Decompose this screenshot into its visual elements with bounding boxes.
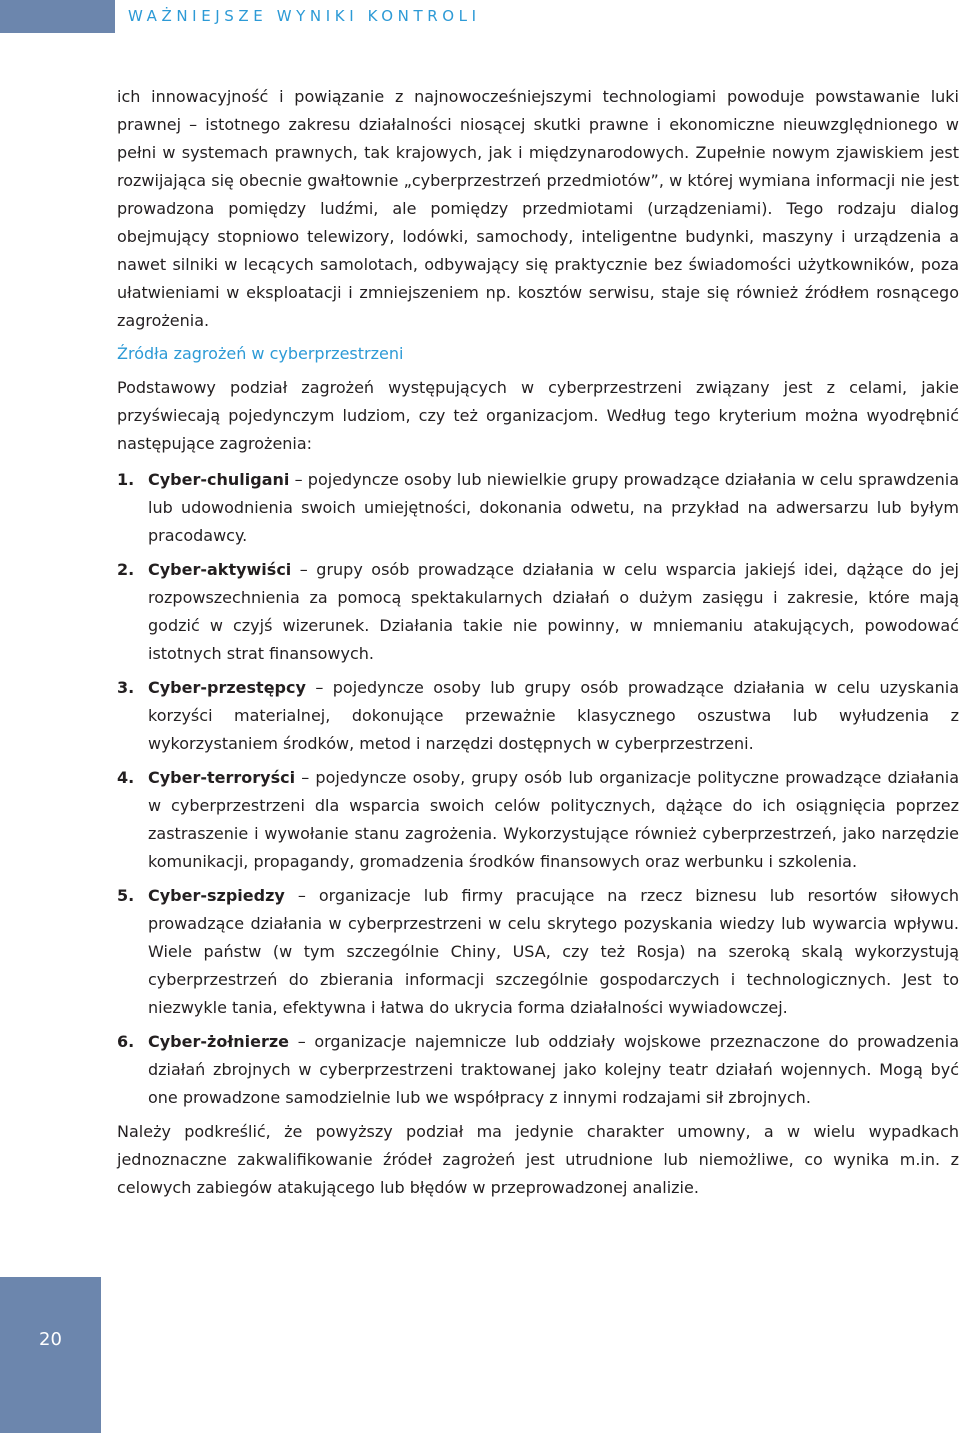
section-subheading: Źródła zagrożeń w cyberprzestrzeni — [117, 344, 404, 363]
list-item-term: Cyber-przestępcy — [148, 678, 306, 697]
list-item-description: – organizacje lub firmy pracujące na rzecz biznesu lub resortów siłowych prowadzące działania w cyberprzestrzeni w celu skrytego pozyskania wiedzy lub wywarcia wpływu. Wiele państw (w tym szczególnie Chiny, USA, czy też Rosja) na szeroką skalą wykorzystują cyberprzestrzeń do zbierania informacji szczególnie gospodarczych i technologicznych. Jest to niezwykle tania, efektywna i łatwa do ukrycia forma działalności wywiadowczej. — [148, 886, 959, 1017]
list-item-description: – pojedyncze osoby, grupy osób lub organizacje polityczne prowadzące działania w cyberprzestrzeni dla wsparcia swoich celów politycznych, dążące do ich osiągnięcia poprzez zastraszenie i wywołanie stanu zagrożenia. Wykorzystujące również cyberprzestrzeń, jako narzędzie komunikacji, propagandy, gromadzenia środków finansowych oraz werbunku i szkolenia. — [148, 768, 959, 871]
list-item-number: 1. — [117, 470, 135, 489]
list-item — [117, 466, 959, 550]
conclusion-paragraph: Należy podkreślić, że powyższy podział ma jedynie charakter umowny, a w wielu wypadkach jednoznaczne zakwalifikowanie źródeł zagrożeń jest utrudnione lub niemożliwe, co wynika m.in. z celowych zabiegów atakującego lub błędów w przeprowadzonej analizie. — [117, 1122, 959, 1197]
list-item-description: – grupy osób prowadzące działania w celu wsparcia jakiejś idei, dążące do jej rozpowszechnienia za pomocą spektakularnych działań o dużym zasięgu i zakresie, które mają godzić w czyjś wizerunek. Działania takie nie powinny, w mniemaniu atakujących, powodować istotnych strat finansowych. — [148, 560, 959, 663]
header-color-bar — [0, 0, 115, 33]
list-item — [117, 674, 959, 758]
threat-list — [117, 466, 959, 1112]
list-item-number: 4. — [117, 768, 135, 787]
list-item-term: Cyber-żołnierze — [148, 1032, 290, 1051]
list-item-number: 3. — [117, 678, 135, 697]
section-header-title: WAŻNIEJSZE WYNIKI KONTROLI — [128, 7, 481, 25]
list-item-term: Cyber-szpiedzy — [148, 886, 285, 905]
list-item-number: 6. — [117, 1032, 135, 1051]
page-number: 20 — [39, 1329, 62, 1350]
list-item — [117, 882, 959, 1022]
list-item-term: Cyber-aktywiści — [148, 560, 292, 579]
list-item-description: – organizacje najemnicze lub oddziały wojskowe przeznaczone do prowadzenia działań zbrojnych w cyberprzestrzeni traktowanej jako kolejny teatr działań wojennych. Mogą być one prowadzone samodzielnie lub we współpracy z innymi rodzajami sił zbrojnych. — [148, 1032, 959, 1107]
page-number-box — [0, 1277, 101, 1433]
list-item-term: Cyber-chuligani — [148, 470, 290, 489]
body-paragraph: ich innowacyjność i powiązanie z najnowocześniejszymi technologiami powoduje powstawanie luki prawnej – istotnego zakresu działalności niosącej skutki prawne i ekonomiczne nieuwzględnionego w pełni w systemach prawnych, tak krajowych, jak i międzynarodowych. Zupełnie nowym zjawiskiem jest rozwijająca się obecnie gwałtownie „cyberprzestrzeń przedmiotów”, w której wymiana informacji nie jest prowadzona pomiędzy ludźmi, ale pomiędzy przedmiotami (urządzeniami). Tego rodzaju dialog obejmujący stopniowo telewizory, lodówki, samochody, inteligentne budynki, maszyny i urządzenia a nawet silniki w lecących samolotach, odbywający się praktycznie bez świadomości użytkowników, poza ułatwieniami w eksploatacji i zmniejszeniem np. kosztów serwisu, staje się również źródłem rosnącego zagrożenia. — [117, 87, 959, 330]
list-item — [117, 556, 959, 668]
list-item — [117, 1028, 959, 1112]
intro-paragraph: Podstawowy podział zagrożeń występujących w cyberprzestrzeni związany jest z celami, jakie przyświecają pojedynczym ludziom, czy też organizacjom. Według tego kryterium można wyodrębnić następujące zagrożenia: — [117, 378, 959, 453]
list-item-description: – pojedyncze osoby lub niewielkie grupy prowadzące działania w celu sprawdzenia lub udowodnienia swoich umiejętności, dokonania odwetu, na przykład na adwersarzu lub byłym pracodawcy. — [148, 470, 959, 545]
list-item-number: 5. — [117, 886, 135, 905]
list-item-term: Cyber-terroryści — [148, 768, 296, 787]
page-content — [117, 83, 959, 1202]
list-item-description: – pojedyncze osoby lub grupy osób prowadzące działania w celu uzyskania korzyści materialnej, dokonujące przeważnie klasycznego oszustwa lub wyłudzenia z wykorzystaniem środków, metod i narzędzi dostępnych w cyberprzestrzeni. — [148, 678, 959, 753]
list-item-number: 2. — [117, 560, 135, 579]
list-item — [117, 764, 959, 876]
